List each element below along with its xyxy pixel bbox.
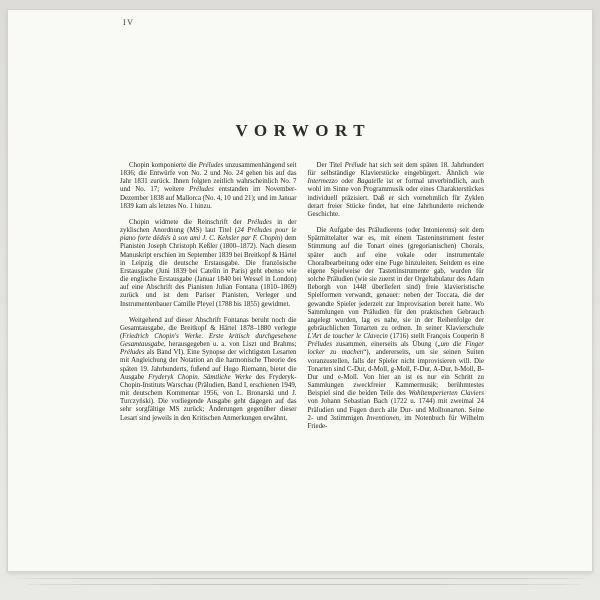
italic-text-run: Préludes (198, 162, 224, 169)
text-run: in der zyklischen Anordnung (MS) laut Titel ( (120, 218, 297, 235)
text-run: (1716) stellt François Couperin 8 (387, 333, 484, 341)
italic-text-run: Préludes (189, 186, 214, 194)
page-number: IV (123, 18, 135, 27)
italic-text-run: Préludes (120, 349, 145, 357)
italic-text-run: Prélude (344, 162, 367, 169)
text-run: , im Notenbuch für Wilhelm Friede- (307, 414, 484, 430)
left-column (120, 162, 297, 431)
text-run: ) dem Pianisten Joseph Christoph Keßler (1800–1872). Nach diesem Manuskript erschien im September 1839 bei Breitkopf & Härtel in Leipzig die deutsche Erstausgabe. Die französische Erstausgabe (Juni 1839 bei Catelin in Paris) geht ebenso wie die englische Erstausgabe (Januar 1840 bei Wessel in London) auf eine Abschrift des Pianisten Julian Fontana (1810–1869) zurück und ist dem Pariser Pianisten, Verleger und Instrumentenbauer Camille Pleyel (1788 bis 1855) gewidmet. (120, 235, 297, 308)
italic-text-run: Wohltemperierten Claviers (408, 390, 484, 398)
paragraph (120, 317, 297, 423)
text-run: ist er formal unverbindlich, auch wohl im Sinne von Programmusik oder eines Charakterstückes individuell präzisiert. Daß er sich vornehmlich für Zyklen derart freier Stücke findet, hat eine Jahrhunderte reichende Geschichte. (307, 178, 484, 218)
right-column (308, 162, 485, 431)
text-run: entstanden im November-Dezember 1838 auf Mallorca (No. 4, 10 und 21); und im Januar 1839 kam als letztes No. 1 hinzu. (120, 186, 297, 210)
italic-text-run: Inventionen (366, 414, 400, 422)
page-title: VORWORT (235, 121, 372, 140)
text-run: Der Titel (316, 162, 345, 169)
text-run: von Johann Sebastian Bach (1722 u. 1744) mit zweimal 24 Präludien und Fugen durch alle Dur- und Molltonarten. Seine 2- und 3stimmigen (307, 398, 484, 422)
paragraph (308, 227, 485, 431)
page-edge-line (24, 584, 583, 585)
italic-text-run: Bagatelle (356, 178, 384, 186)
text-run: unzusammenhängend seit 1836; die Entwürfe von No. 2 und No. 24 gehen bis auf das Jahr 1831 zurück. Ihnen folgten zeitlich wahrscheinlich No. 7 und No. 17; weitere (120, 162, 297, 194)
text-run: Chopin widmete die Reinschrift der (129, 218, 248, 226)
text-run: Weitgehend auf dieser Abschrift Fontanas beruht noch die Gesamtausgabe, die Breitkopf & Härtel 1878–1880 verlegte ( (120, 316, 297, 340)
text-run: als Band VI). Eine Synopse der wichtigsten Lesarten mit Angleichung der Notation an die harmonische Theorie des späten 19. Jahrhunderts, fußend auf Hugo Riemann, bietet die Ausgabe (120, 349, 297, 381)
italic-text-run: L'Art de toucher le Clavecin (307, 333, 388, 341)
italic-text-run: 24 Préludes pour le piano forte dédiés à son ami J. C. Kehsler par F. Chopin (120, 227, 297, 243)
italic-text-run: Préludes (307, 341, 332, 349)
text-columns (120, 162, 484, 431)
text-run: des Fryderyk-Chopin-Instituts Warschau (Präludien, Band I, erschienen 1949, mit deutschem Kommentar 1956, von L. Bronarski und J. Turczyński). Die vorliegende Ausgabe geht dagegen auf das sehr sorgfältige MS zurück; Änderungen gegenüber dieser Lesart sind jeweils in den Kritischen Anmerkungen erwähnt. (120, 373, 297, 422)
text-run: oder (337, 178, 357, 186)
text-run: , herausgegeben u. a. von Liszt und Brahms; (164, 341, 297, 349)
paragraph (120, 219, 297, 309)
book-page (7, 9, 593, 572)
italic-text-run: um die Finger locker zu machen (307, 341, 484, 357)
page-edge-line (14, 578, 589, 579)
text-run: zusammen, einerseits als Übung („ (332, 341, 441, 349)
paragraph (308, 162, 485, 219)
text-run: “), andererseits, um sie seinen Suiten voranzustellen, falls der Spieler nicht improvisieren will. Die Tonarten sind C-Dur, d-Moll, g-Moll, F-Dur, A-Dur, h-Moll, B-Dur und e-Moll. Von hier an ist es nur ein Schritt zu Sammlungen zweckfreier Kammermusik; berühmtestes Beispiel sind die beiden Teile des (307, 349, 484, 398)
text-run: Chopin komponierte die (129, 162, 199, 169)
italic-text-run: Intermezzo (307, 178, 338, 186)
italic-text-run: Préludes (247, 218, 272, 226)
text-run: hat sich seit dem späten 18. Jahrhundert für selbständige Klavierstücke eingebürgert. Ähnlich wie (307, 162, 484, 178)
italic-text-run: Friedrich Chopin's Werke. Erste kritisch durchgesehene Gesamtausgabe (120, 332, 297, 349)
italic-text-run: Fryderyk Chopin. Sämtliche Werke (148, 373, 252, 381)
text-run: Die Aufgabe des Präludierens (oder Intonierens) seit dem Spätmittelalter war es, mit einem Tasteninstrument fester Stimmung auf die Tonart eines (gregorianischen) Chorals, später auch auf eine vokale oder instrumentale Choralbearbeitung oder eine Fuge hinzuleiten. Seitdem es eine eigene Spielweise der Tasteninstrumente gab, wurden für solche Präludien (wie sie zuerst in der Orgeltabulatur des Adam Ileborgh von 1448 überliefert sind) freie klavieristische Spielformen verwandt, genauer: neben der Toccata, die der gewandte Spieler jederzeit zur Improvisation bereit hatte. Wo Sammlungen von Präludien für den praktischen Gebrauch angelegt wurden, lag es nahe, sie in der Reihenfolge der gebräuchlichen Tonarten zu ordnen. In seiner Klavierschule (307, 227, 484, 332)
paragraph (120, 162, 297, 211)
